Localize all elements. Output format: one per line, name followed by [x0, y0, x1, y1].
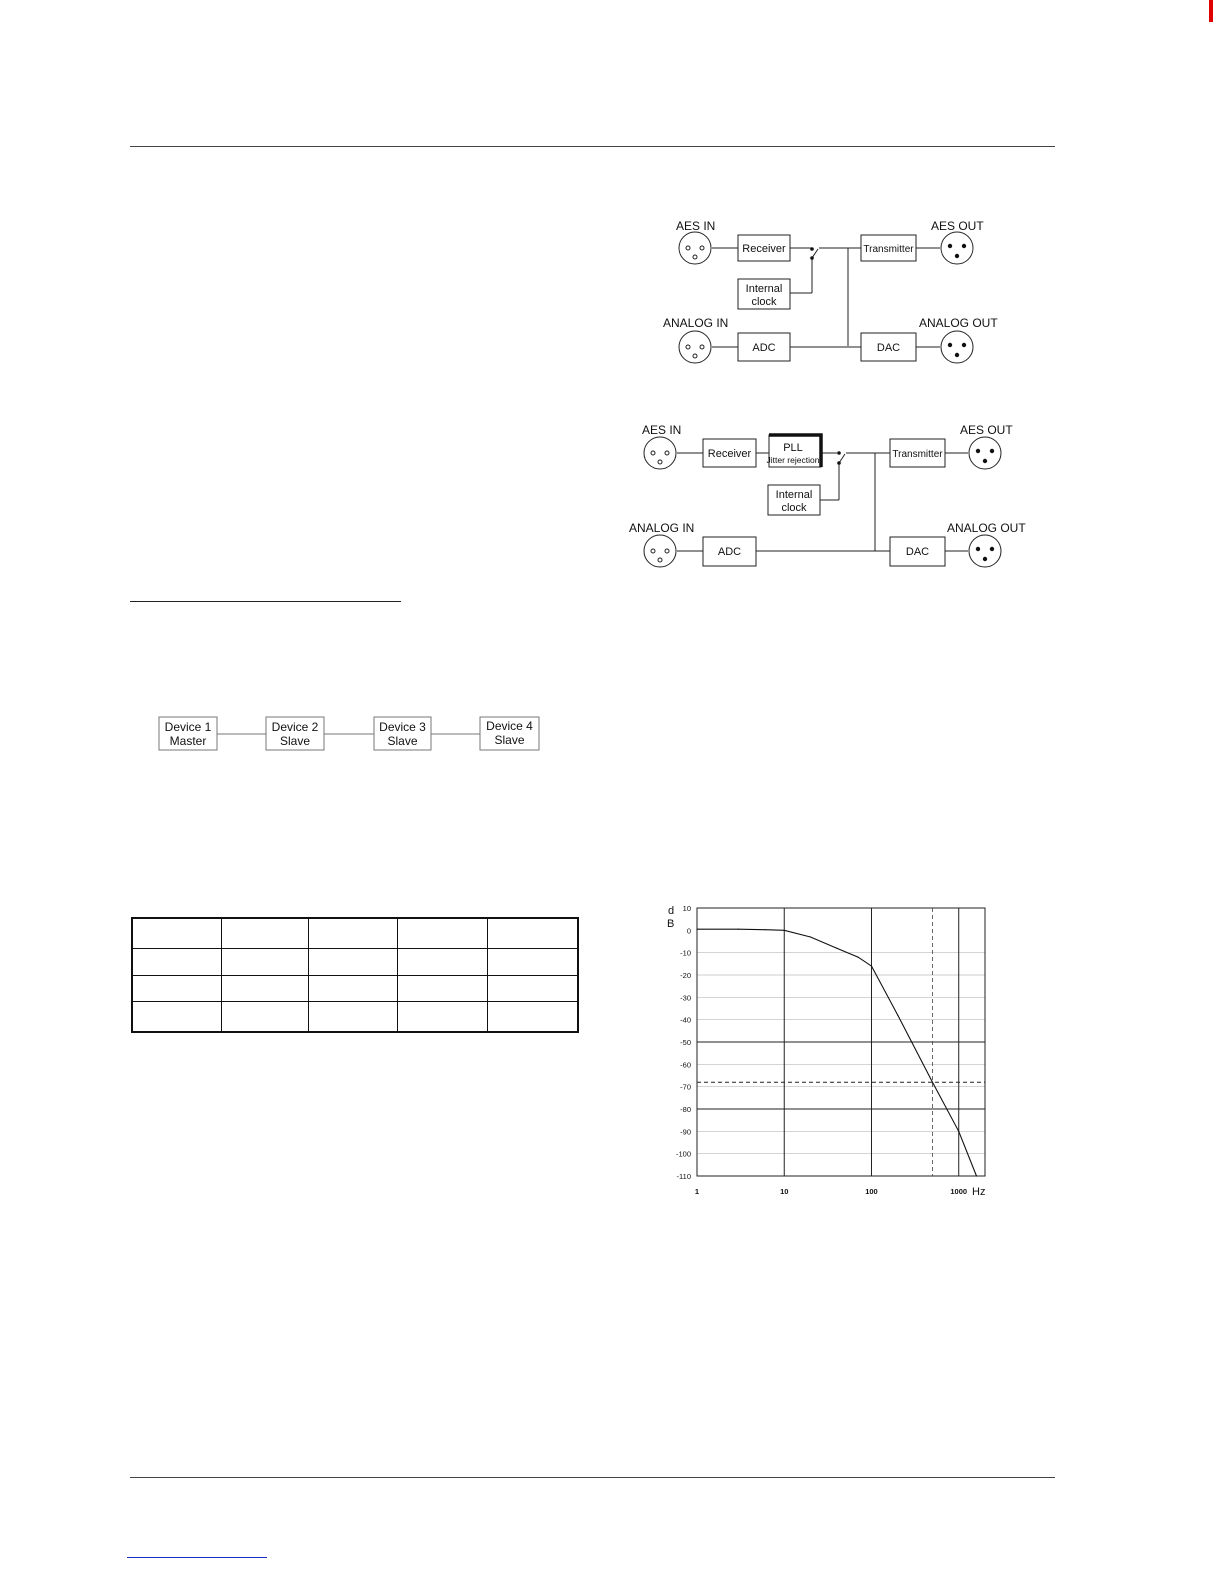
x-tick-label: 10 [780, 1187, 789, 1196]
x-tick-label: 1000 [950, 1187, 968, 1196]
y-tick-label: -90 [680, 1127, 691, 1137]
data-point [932, 1082, 933, 1083]
device-chain-diagram [155, 714, 545, 754]
data-point [738, 929, 739, 930]
internal-clock-label-2: clock [751, 296, 777, 308]
table-cell [398, 975, 488, 1001]
table-cell [222, 948, 309, 975]
device-box [480, 717, 539, 750]
internal-clock-label-1: Internal [775, 489, 813, 501]
y-axis-label-d: d [668, 905, 675, 917]
table-row [132, 918, 578, 948]
data-point [810, 936, 811, 937]
table-cell [308, 948, 398, 975]
device-name: Device 2 [271, 720, 319, 734]
pll-label: PLL [783, 442, 803, 454]
device-box [266, 717, 324, 750]
y-tick-label: -50 [680, 1038, 691, 1047]
xlr-connector-icon [644, 535, 676, 567]
analog-in-label: ANALOG IN [663, 316, 729, 330]
footer-link[interactable] [127, 1557, 267, 1558]
table-cell [398, 948, 488, 975]
data-point [764, 929, 765, 930]
bottom-rule [130, 1477, 1055, 1478]
y-tick-label: -60 [680, 1060, 691, 1070]
corner-mark [1209, 0, 1213, 22]
table-cell [308, 918, 398, 948]
analog-out-label: ANALOG OUT [947, 521, 1026, 535]
device-role: Slave [279, 734, 311, 748]
table-cell [487, 975, 578, 1001]
aes-out-label: AES OUT [931, 219, 984, 233]
top-rule [130, 146, 1055, 147]
series-line [697, 929, 977, 1176]
device-name: Device 1 [164, 720, 212, 734]
table-cell [308, 975, 398, 1001]
table-cell [222, 918, 309, 948]
x-axis-unit-label: Hz [972, 1186, 986, 1198]
device-box [159, 717, 217, 750]
table-cell [398, 1002, 488, 1032]
device-role: Slave [494, 733, 525, 747]
data-point [857, 957, 858, 958]
table-row [132, 1002, 578, 1032]
table-cell [132, 948, 222, 975]
data-point [897, 1015, 898, 1016]
y-tick-label: -40 [680, 1015, 691, 1025]
y-axis-label-b: B [667, 918, 675, 930]
receiver-label: Receiver [742, 243, 786, 255]
spec-table [131, 917, 579, 1033]
adc-label: ADC [717, 546, 742, 558]
aes-in-label: AES IN [642, 423, 682, 437]
data-point [784, 930, 785, 931]
y-tick-label: 10 [682, 904, 691, 913]
dac-label: DAC [876, 342, 901, 354]
block-diagram-pll [625, 420, 1030, 580]
section-underline [130, 601, 401, 602]
y-tick-label: -110 [676, 1172, 691, 1181]
y-tick-label: -100 [675, 1149, 691, 1159]
table-row [132, 975, 578, 1001]
x-tick-label: 100 [865, 1187, 878, 1196]
data-point [696, 929, 697, 930]
analog-in-label: ANALOG IN [629, 521, 695, 535]
data-point [976, 1175, 977, 1176]
y-tick-label: -70 [680, 1082, 691, 1092]
x-tick-label: 1 [694, 1187, 700, 1196]
dac-label: DAC [905, 546, 930, 558]
table-cell [487, 918, 578, 948]
receiver-label: Receiver [707, 448, 752, 460]
internal-clock-label-2: clock [781, 502, 807, 514]
transmitter-label: Transmitter [892, 449, 943, 460]
xlr-connector-icon [644, 437, 676, 469]
internal-clock-label-1: Internal [745, 283, 783, 295]
aes-out-label: AES OUT [960, 423, 1013, 437]
adc-label: ADC [752, 342, 776, 354]
table-cell [308, 1002, 398, 1032]
device-box [374, 717, 431, 750]
device-role: Master [169, 734, 207, 748]
device-role: Slave [387, 734, 418, 748]
xlr-connector-icon [969, 437, 1001, 469]
xlr-connector-icon [679, 232, 711, 264]
table-cell [132, 918, 222, 948]
xlr-connector-icon [941, 232, 973, 264]
table-row [132, 948, 578, 975]
data-point [836, 948, 837, 949]
jitter-rejection-label: Jitter rejection [766, 455, 820, 465]
data-point [958, 1131, 959, 1132]
xlr-connector-icon [969, 535, 1001, 567]
frequency-response-chart [660, 895, 1000, 1205]
y-tick-label: -10 [680, 948, 691, 958]
y-tick-label: 0 [686, 926, 691, 936]
aes-in-label: AES IN [676, 219, 716, 233]
analog-out-label: ANALOG OUT [919, 316, 998, 330]
xlr-connector-icon [679, 331, 711, 363]
block-diagram-direct [655, 213, 1015, 373]
table-cell [487, 1002, 578, 1032]
y-tick-label: -30 [680, 993, 691, 1003]
table-cell [398, 918, 488, 948]
device-name: Device 3 [379, 720, 426, 734]
table-cell [132, 975, 222, 1001]
data-point [871, 965, 872, 966]
table-cell [132, 1002, 222, 1032]
xlr-connector-icon [941, 331, 973, 363]
table-cell [487, 948, 578, 975]
device-name: Device 4 [486, 719, 533, 733]
transmitter-label: Transmitter [863, 244, 914, 255]
table-cell [222, 975, 309, 1001]
table-cell [222, 1002, 309, 1032]
y-tick-label: -20 [680, 971, 691, 980]
y-tick-label: -80 [680, 1105, 691, 1114]
